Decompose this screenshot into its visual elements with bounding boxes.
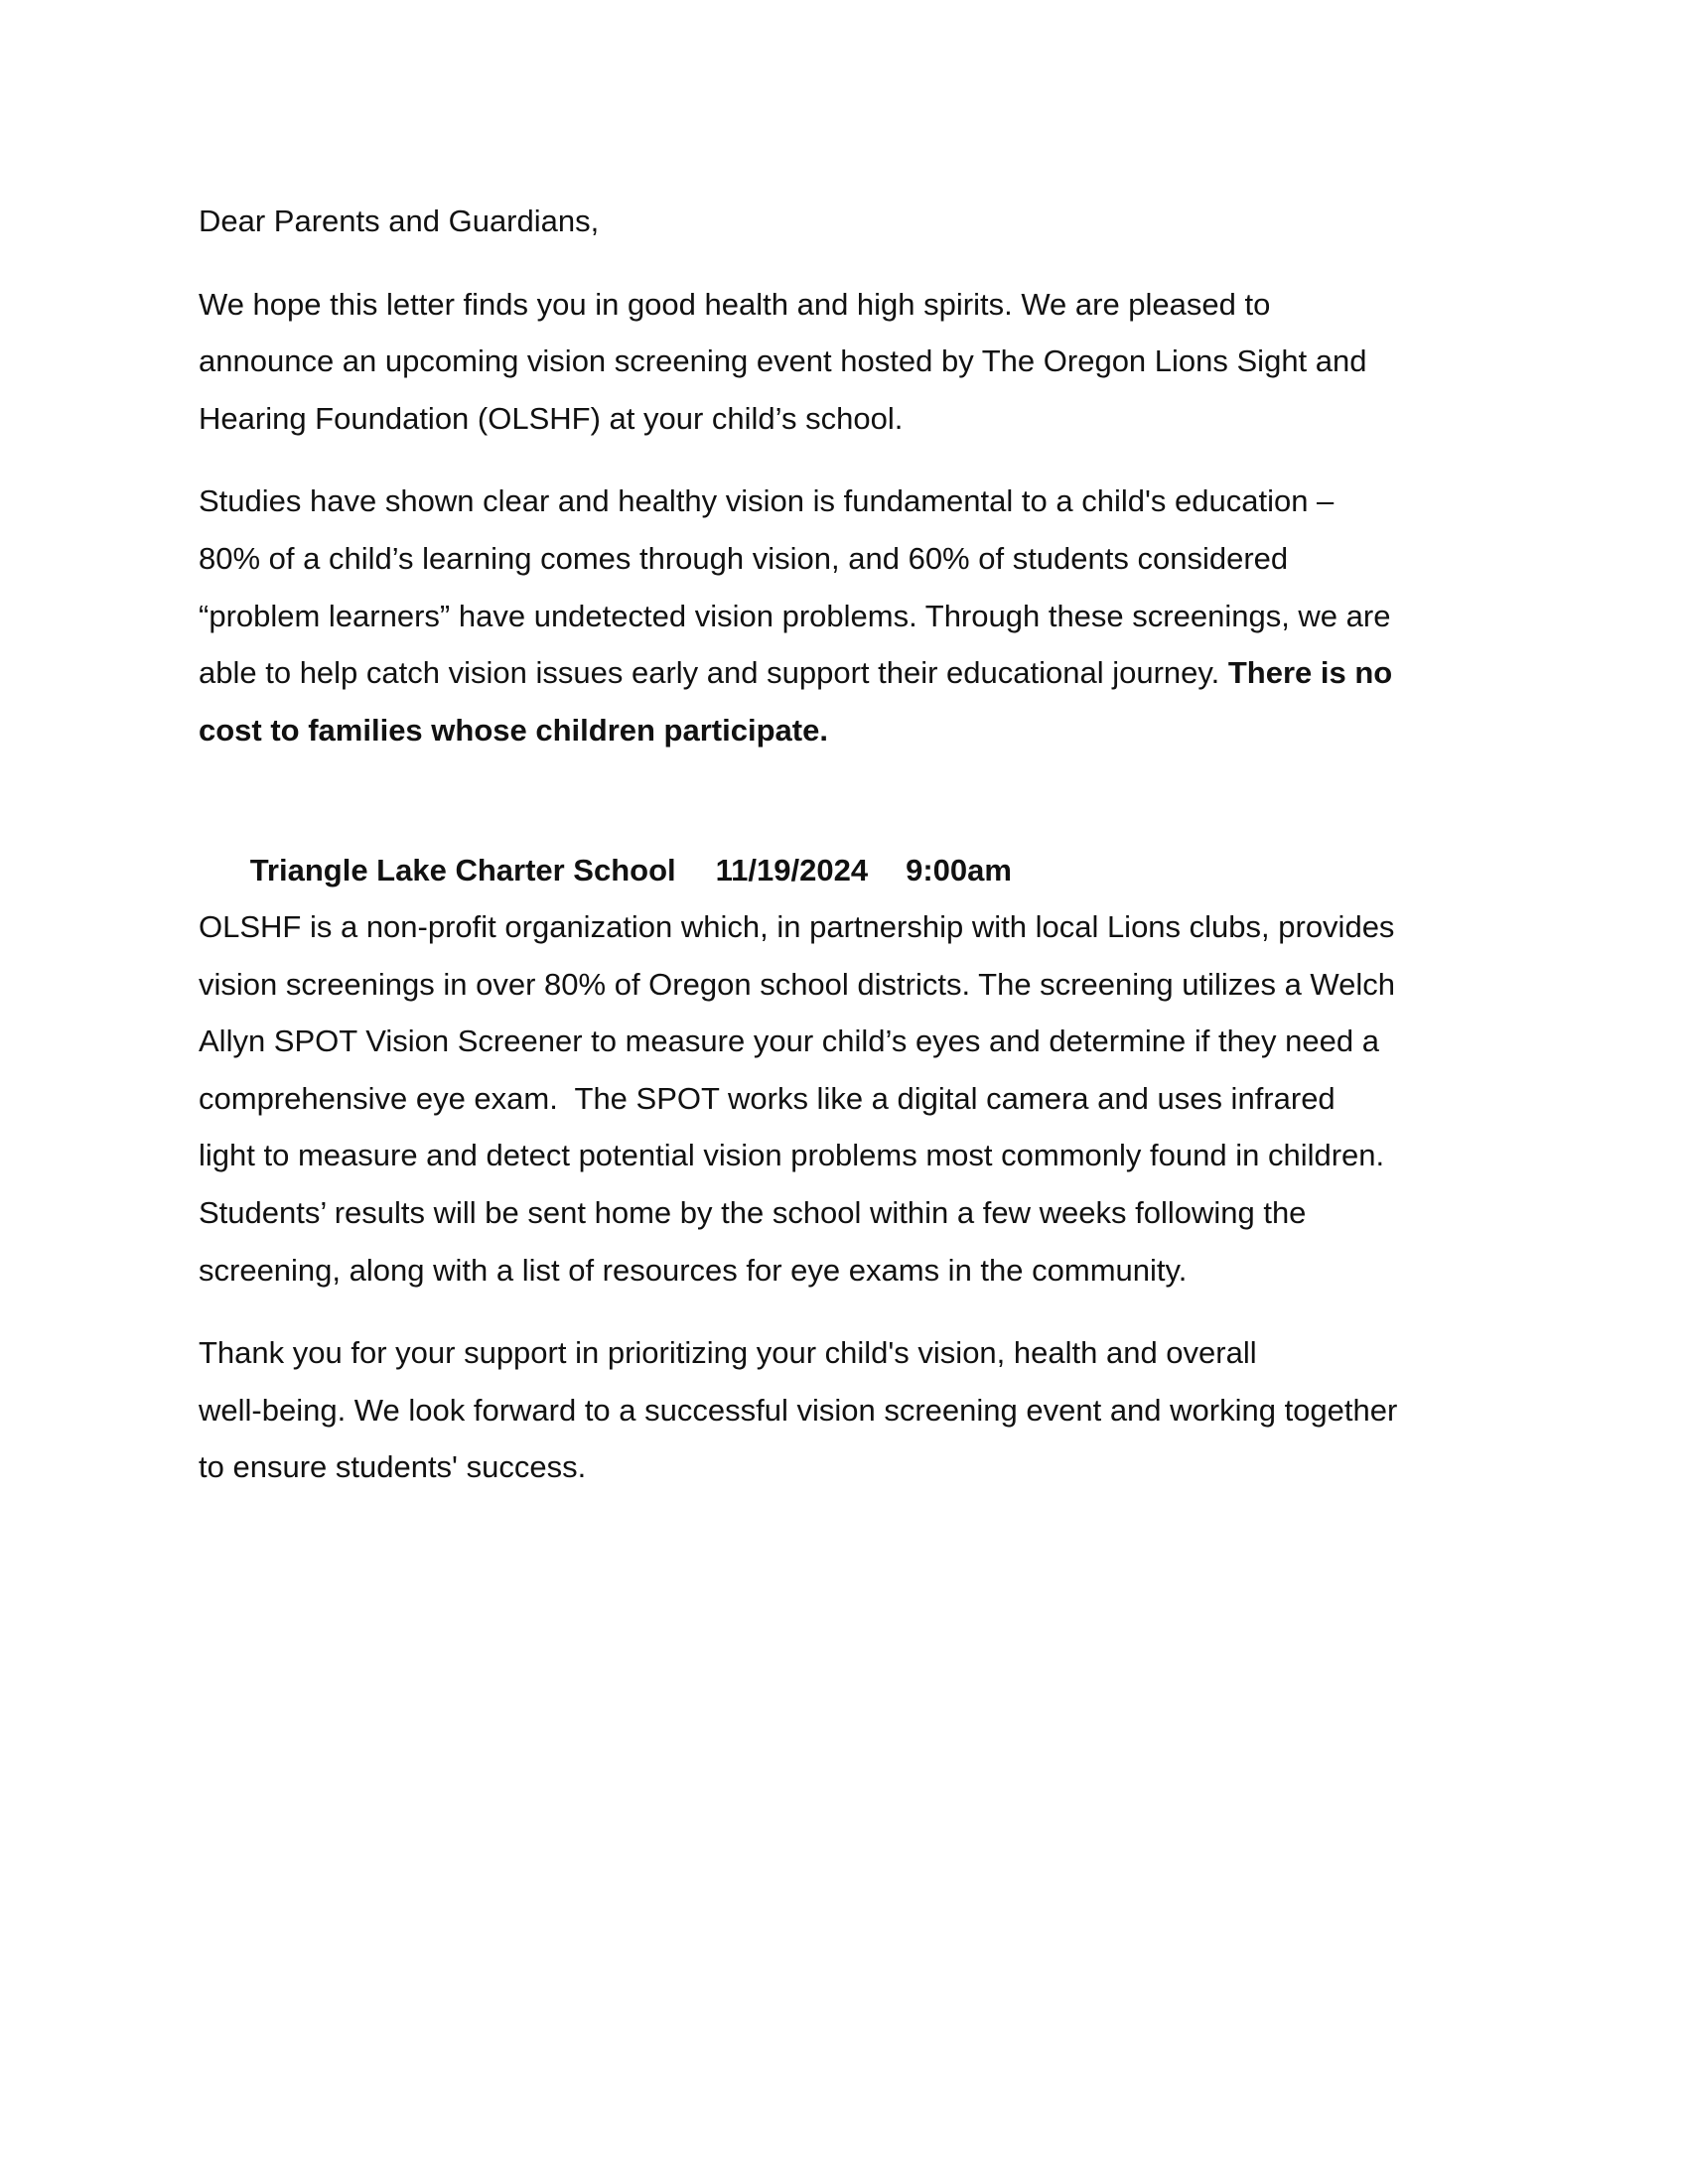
- paragraph-line: well-being. We look forward to a successful vision screening event and working together: [199, 1392, 1398, 1428]
- spacer: [199, 758, 1499, 784]
- paragraph-olshf: [199, 898, 1499, 1298]
- spacer: [199, 1298, 1499, 1324]
- paragraph-line: Hearing Foundation (OLSHF) at your child’s school.: [199, 400, 904, 436]
- spacer: [199, 447, 1499, 473]
- event-date: 11/19/2024: [715, 852, 869, 887]
- paragraph-closing: [199, 1324, 1499, 1496]
- salutation: Dear Parents and Guardians,: [199, 204, 600, 238]
- paragraph-line: We hope this letter finds you in good health and high spirits. We are pleased to: [199, 286, 1271, 322]
- no-cost-notice: There is no: [1227, 655, 1393, 691]
- paragraph-line: comprehensive eye exam. The SPOT works like a digital camera and uses infrared: [199, 1080, 1336, 1116]
- paragraph-line: Studies have shown clear and healthy vision is fundamental to a child's education –: [199, 483, 1335, 519]
- event-school: Triangle Lake Charter School: [249, 852, 676, 887]
- paragraph-line: light to measure and detect potential vision problems most commonly found in children.: [199, 1138, 1385, 1173]
- paragraph-line: announce an upcoming vision screening event hosted by The Oregon Lions Sight and: [199, 343, 1367, 379]
- paragraph-intro: [199, 276, 1499, 448]
- paragraph-line: Thank you for your support in prioritizing your child's vision, health and overall: [199, 1335, 1257, 1371]
- paragraph-line: 80% of a child’s learning comes through vision, and 60% of students considered: [199, 540, 1289, 576]
- paragraph-line: Allyn SPOT Vision Screener to measure your child’s eyes and determine if they need a: [199, 1024, 1379, 1059]
- letter-body: [199, 193, 1499, 1496]
- event-details: [199, 784, 1499, 887]
- paragraph-line: [199, 644, 1499, 702]
- paragraph-text: able to help catch vision issues early and support their educational journey.: [199, 655, 1228, 691]
- paragraph-line: vision screenings in over 80% of Oregon school districts. The screening utilizes a Welch: [199, 966, 1395, 1002]
- paragraph-line: to ensure students' success.: [199, 1449, 587, 1485]
- paragraph-line: OLSHF is a non-profit organization which, in partnership with local Lions clubs, provides: [199, 908, 1395, 944]
- paragraph-line: Students’ results will be sent home by the school within a few weeks following the: [199, 1194, 1307, 1230]
- paragraph-line: “problem learners” have undetected vision problems. Through these screenings, we are: [199, 598, 1391, 633]
- paragraph-line: screening, along with a list of resources for eye exams in the community.: [199, 1252, 1188, 1288]
- paragraph-studies: [199, 473, 1499, 758]
- spacer: [199, 250, 1499, 276]
- no-cost-notice-continued: cost to families whose children participate.: [199, 712, 828, 748]
- event-time: 9:00am: [906, 852, 1012, 887]
